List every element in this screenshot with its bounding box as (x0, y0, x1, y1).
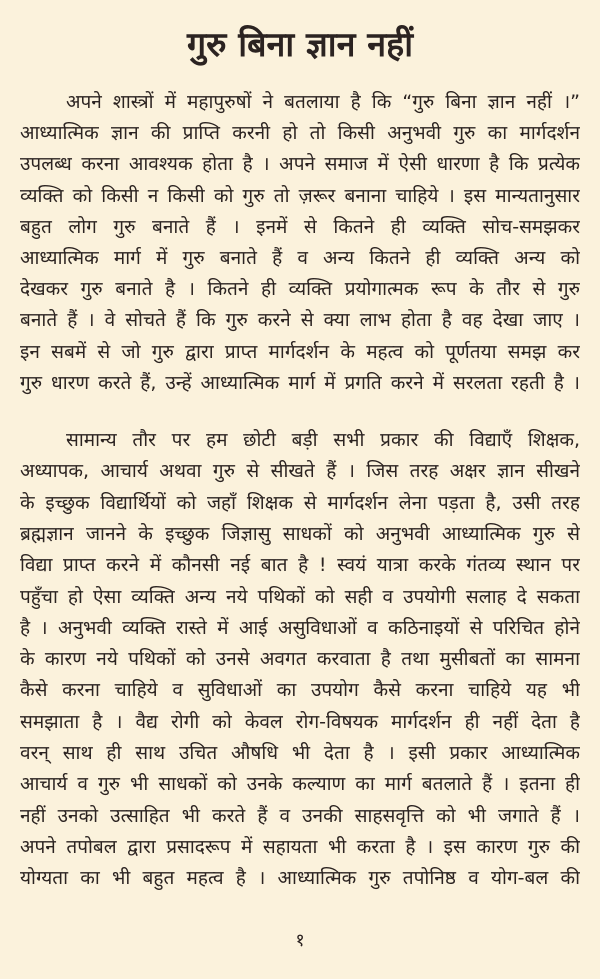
text-line: है । अनुभवी व्यक्ति रास्ते में आई असुविधाओं व कठिनाइयों से परिचित होने (20, 616, 580, 639)
text-line: के इच्छुक विद्यार्थियों को जहाँ शिक्षक से मार्गदर्शन लेना पड़ता है, उसी तरह (20, 491, 580, 514)
text-line: कैसे करना चाहिये व सुविधाओं का उपयोग कैसे करना चाहिये यह भी (20, 679, 580, 702)
text-line: आध्यात्मिक मार्ग में गुरु बनाते हैं व अन्य कितने ही व्यक्ति अन्य को (20, 247, 580, 269)
chapter-title: गुरु बिना ज्ञान नहीं (186, 25, 414, 65)
text-line: अध्यापक, आचार्य अथवा गुरु से सीखते हैं । जिस तरह अक्षर ज्ञान सीखने (20, 460, 580, 483)
text-line: देखकर गुरु बनाते है । कितने ही व्यक्ति प्रयोगात्मक रूप के तौर से गुरु (20, 278, 580, 301)
text-line: अपने तपोबल द्वारा प्रसादरूप में सहायता भी करता है । इस कारण गुरु की (20, 835, 580, 858)
text-line: उपलब्ध करना आवश्यक होता है । अपने समाज में ऐसी धारणा है कि प्रत्येक (20, 153, 580, 176)
text-line: योग्यता का भी बहुत महत्व है । आध्यात्मिक गुरु तपोनिष्ठ व योग-बल की (20, 867, 580, 890)
text-line: गुरु धारण करते हैं, उन्हें आध्यात्मिक मार्ग में प्रगति करने में सरलता रहती है । (20, 371, 580, 394)
text-line: बनाते हैं । वे सोचते हैं कि गुरु करने से क्या लाभ होता है वह देखा जाए । (20, 309, 580, 332)
text-line: ब्रह्मज्ञान जानने के इच्छुक जिज्ञासु साधकों को अनुभवी आध्यात्मिक गुरु से (20, 522, 580, 545)
text-line: समझाता है । वैद्य रोगी को केवल रोग-विषयक मार्गदर्शन ही नहीं देता है (20, 710, 580, 733)
text-line: के कारण नये पथिकों को उनसे अवगत करवाता है तथा मुसीबतों का सामना (20, 648, 580, 671)
text-line: इन सबमें से जो गुरु द्वारा प्राप्त मार्गदर्शन के महत्व को पूर्णतया समझ कर (20, 340, 580, 363)
text-line: सामान्य तौर पर हम छोटी बड़ी सभी प्रकार की विद्याएँ शिक्षक, (66, 429, 580, 451)
text-line: अपने शास्त्रों में महापुरुषों ने बतलाया है कि “गुरु बिना ज्ञान नहीं ।” (66, 91, 580, 113)
text-line: व्यक्ति को किसी न किसी को गुरु तो ज़रूर बनाना चाहिये । इस मान्यतानुसार (20, 184, 580, 207)
text-line: वरन् साथ ही साथ उचित औषधि भी देता है । इसी प्रकार आध्यात्मिक (20, 742, 580, 764)
text-line: विद्या प्राप्त करने में कौनसी नई बात है ! स्वयं यात्रा करके गंतव्य स्थान पर (20, 554, 580, 577)
text-line: बहुत लोग गुरु बनाते हैं । इनमें से कितने ही व्यक्ति सोच-समझकर (20, 215, 580, 238)
page-number: १ (295, 930, 305, 951)
text-line: आचार्य व गुरु भी साधकों को उनके कल्याण का मार्ग बतलाते हैं । इतना ही (20, 773, 580, 796)
text-line: नहीं उनको उत्साहित भी करते हैं व उनकी साहसवृत्ति को भी जगाते हैं । (20, 804, 580, 827)
text-line: पहुँचा हो ऐसा व्यक्ति अन्य नये पथिकों को सही व उपयोगी सलाह दे सकता (20, 585, 580, 608)
text-line: आध्यात्मिक ज्ञान की प्राप्ति करनी हो तो किसी अनुभवी गुरु का मार्गदर्शन (20, 122, 580, 145)
